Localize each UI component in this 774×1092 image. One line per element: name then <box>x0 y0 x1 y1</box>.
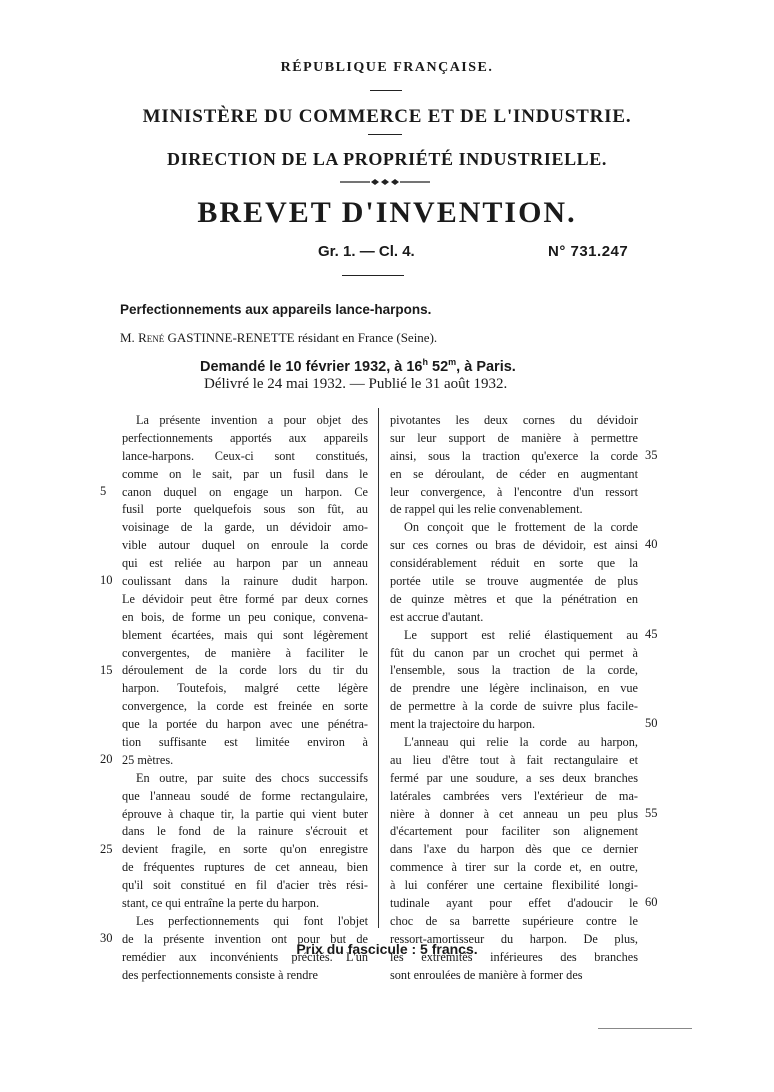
line-number: 25 <box>100 841 113 856</box>
divider <box>370 90 402 91</box>
text-line: que la portée du harpon avec une pénétra- <box>122 717 368 732</box>
delivery-date: Délivré le 24 mai 1932. — Publié le 31 août 1932. <box>204 376 508 392</box>
text-line: sur leur support de manière à permettre <box>390 430 638 445</box>
text-line: devient fragile, en sorte qu'on enregistre <box>122 842 368 857</box>
text-line: 25 mètres. <box>122 752 174 767</box>
text-line: coulissant dans la rainure dudit harpon. <box>122 574 368 589</box>
line-number: 15 <box>100 662 113 677</box>
inventor-line <box>120 330 437 346</box>
text-line: remédier aux inconvénients précités. L'un <box>122 949 368 964</box>
text-line: stant, ce qui entraîne la perte du harpon. <box>122 896 320 911</box>
line-number: 50 <box>645 716 658 731</box>
line-number: 20 <box>100 752 113 767</box>
text-line: portée utile se trouve augmentée de plus <box>390 574 638 589</box>
text-line: Les perfectionnements qui font l'objet <box>136 913 368 928</box>
text-line: éprouve à chaque tir, la partie qui vient buter <box>122 806 368 821</box>
text-line: choc de sa barrette supérieure contre le <box>390 913 638 928</box>
text-line: convergentes, de manière à faciliter le <box>122 645 368 660</box>
line-number: 5 <box>100 483 107 498</box>
text-line: les extrémités inférieures des branches <box>390 949 638 964</box>
text-line: perfectionnements apportés aux appareils <box>122 430 368 445</box>
divider <box>368 134 402 135</box>
patent-subject: Perfectionnements aux appareils lance-harpons. <box>120 302 432 317</box>
right-column <box>390 412 638 985</box>
text-line: de rappel qui les relie convenablement. <box>390 502 583 517</box>
text-line: La présente invention a pour objet des <box>136 413 368 427</box>
republic-heading: RÉPUBLIQUE FRANÇAISE. <box>280 60 494 75</box>
line-number: 10 <box>100 573 113 588</box>
text-line: des perfectionnements consiste à rendre <box>122 967 318 982</box>
line-number: 60 <box>645 895 658 910</box>
text-line: lance-harpons. Ceux-ci sont constitués, <box>122 448 368 463</box>
text-line: commence à tirer sur la corde et, en outre, <box>390 860 638 875</box>
text-line: au lieu d'être tout à fait rectangulaire et <box>390 752 638 767</box>
text-line: sont enroulées de manière à former des <box>390 967 583 982</box>
text-line: Le dévidoir peut être formé par deux cornes <box>122 591 368 606</box>
text-line: On conçoit que le frottement de la corde <box>404 520 638 535</box>
patent-number: N° 731.247 <box>548 243 629 260</box>
divider <box>342 275 404 276</box>
text-line: déroulement de la corde lors du tir du <box>122 663 368 678</box>
text-line: En outre, par suite des chocs successifs <box>136 770 368 785</box>
text-line: à lui conférer une certaine flexibilité longi- <box>390 878 638 893</box>
line-number: 55 <box>645 805 658 820</box>
text-line: de permettre à la corde de suivre plus facile- <box>390 699 638 714</box>
text-line: canon duquel on engage un harpon. Ce <box>122 484 368 499</box>
text-line: en bois, de forme un peu conique, convena- <box>122 609 368 624</box>
text-line: comme on le sait, par un fusil dans le <box>122 466 368 481</box>
text-line: de fréquentes ruptures de cet anneau, bien <box>122 860 368 875</box>
text-line: ainsi, sous la traction qu'exerce la corde <box>390 448 638 463</box>
column-divider <box>378 408 379 928</box>
text-line: blement écartées, mais qui sont légèrement <box>122 627 368 642</box>
text-line: de la présente invention ont pour but de <box>122 931 368 946</box>
text-line: sur ces cornes ou bras de dévidoir, est ainsi <box>390 538 638 553</box>
ornament-divider <box>340 178 430 186</box>
text-line: Le support est relié élastiquement au <box>404 627 638 642</box>
text-line: que l'anneau soudé de forme rectangulaire, <box>122 788 368 803</box>
text-line: l'ensemble, sous la traction de la corde, <box>390 663 638 678</box>
inventor-details: GASTINNE-RENETTE résidant en France (Seine). <box>167 330 438 345</box>
text-line: qu'il soit constitué en fil d'acier très rési- <box>122 878 368 893</box>
text-line: ment la trajectoire du harpon. <box>390 717 536 732</box>
text-line: latérales cambrées vers l'extérieur de ma- <box>390 788 638 803</box>
line-number: 30 <box>100 931 113 946</box>
text-line: harpon. Toutefois, malgré cette légère <box>122 681 368 696</box>
text-line: est accrue d'autant. <box>390 609 484 624</box>
footer-line <box>598 1028 692 1029</box>
text-line: ressort-amortisseur du harpon. De plus, <box>390 931 638 946</box>
text-line: pivotantes les deux cornes du dévidoir <box>390 413 638 427</box>
text-line: tion suffisante est limitée environ à <box>122 735 368 750</box>
text-line: considérablement réduit en sorte que la <box>390 556 638 571</box>
document-title: BREVET D'INVENTION. <box>197 196 577 229</box>
ministry-heading: MINISTÈRE DU COMMERCE ET DE L'INDUSTRIE. <box>142 106 632 127</box>
text-line: qui est reliée au harpon par un anneau <box>122 556 368 571</box>
price-line: Prix du fascicule : 5 francs. <box>296 941 478 957</box>
text-line: dans le fond de la rainure s'écrouit et <box>122 824 368 839</box>
line-number: 35 <box>645 447 658 462</box>
text-line: convergence, la corde est freinée en sorte <box>122 699 368 714</box>
text-line: tudinale ayant pour effet d'adoucir le <box>390 896 638 911</box>
text-line: leur convergence, à l'encontre d'un ressort <box>390 484 638 499</box>
group-class: Gr. 1. — Cl. 4. <box>318 243 415 260</box>
line-number: 45 <box>645 626 658 641</box>
text-line: de prendre une légère inclinaison, en vue <box>390 681 638 696</box>
text-line: en se déroulant, de céder en augmentant <box>390 466 638 481</box>
text-line: fût du canon par un crochet qui permet à <box>390 645 638 660</box>
text-line: fermé par une soudure, a ses deux branches <box>390 770 638 785</box>
text-line: voisinage de la garde, un dévidoir amo- <box>122 520 368 535</box>
text-line: vible autour duquel on enroule la corde <box>122 538 368 553</box>
text-line: nière à donner à cet anneau un peu plus <box>390 806 638 821</box>
inventor-first-name: René <box>138 330 165 345</box>
left-column <box>122 412 368 985</box>
direction-heading: DIRECTION DE LA PROPRIÉTÉ INDUSTRIELLE. <box>167 149 607 169</box>
text-line: dans l'axe du harpon dès que ce dernier <box>390 842 638 857</box>
text-line: d'écartement pour faciliter son alignement <box>390 824 638 839</box>
line-number: 40 <box>645 537 658 552</box>
filing-date: Demandé le 10 février 1932, à 16$^h$ 52$^m$, à Paris. <box>200 357 516 375</box>
text-line: de quinze mètres et que la pénétration en <box>390 591 638 606</box>
text-line: fusil porte quelquefois sous son fût, au <box>122 502 368 517</box>
inventor-prefix: M. <box>120 330 135 345</box>
text-line: L'anneau qui relie la corde au harpon, <box>404 735 638 750</box>
